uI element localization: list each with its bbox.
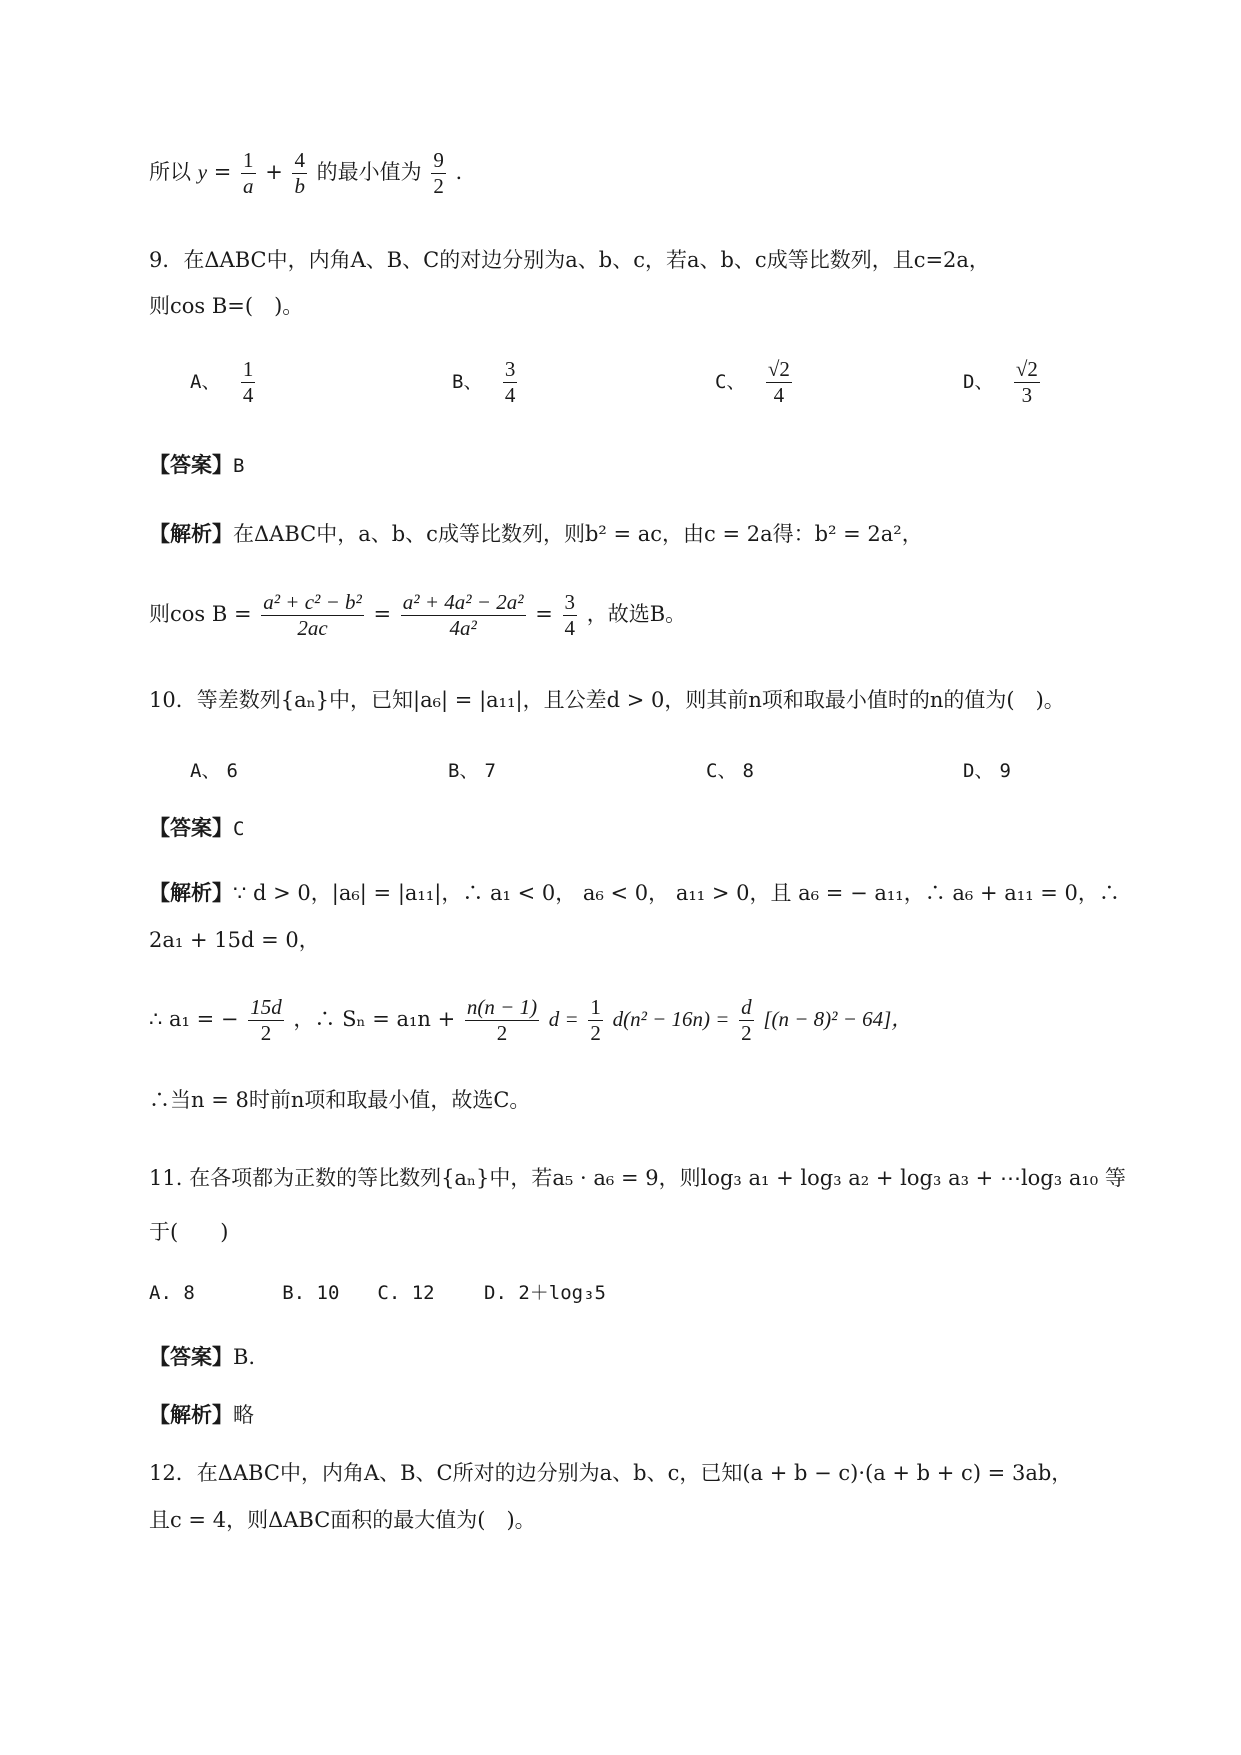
q10-analysis-line1: 【解析】∵ d > 0，|a₆| = |a₁₁|，∴ a₁ < 0， a₆ < 0， a₁₁ > 0，且 a₆ = − a₁₁，∴ a₆ + a₁₁ = 0，∴ xyxy=(149,881,1120,905)
fraction-4-b: $\frac{4}{b}$ xyxy=(294,148,305,199)
q10-analysis-line2: 2a₁ + 15d = 0， xyxy=(149,928,320,952)
q9-answer: 【答案】B xyxy=(149,453,245,477)
min-value-line: 所以 y = $\frac{1}{a}$ + $\frac{4}{b}$ 的最小值为 $\frac{9}{2}$ . xyxy=(149,148,463,199)
q10-answer: 【答案】C xyxy=(149,816,245,840)
fraction-1-a: $\frac{1}{a}$ xyxy=(243,148,254,199)
q10-option-c: C、 8 xyxy=(706,760,754,782)
q11-answer: 【答案】B. xyxy=(149,1345,256,1369)
q10-option-b: B、 7 xyxy=(448,760,496,782)
q9-analysis-line1: 【解析】在ΔABC中，a、b、c成等比数列，则b² = ac，由c = 2a得：b² = 2a²， xyxy=(149,522,923,546)
q11-stem-line2: 于( ) xyxy=(149,1220,229,1244)
q9-analysis-line2: 则cos B = $\frac{\text{a² + c² − b²}}{2ac}$ = $\frac{\text{a² + 4a² − 2a²}}{\text{4a²}}$ = $\frac{3}{4}$ ，故选B。 xyxy=(149,590,687,641)
q10-analysis-line3: ∴ a₁ = − $\frac{15d}{2}$ ，∴ Sₙ = a₁n + $\frac{n(n - 1)}{2}$ d = $\frac{1}{2}$ d(n² − 16n) = $\frac{d}{2}$ [(n − 8)² − 64]， xyxy=(149,995,913,1046)
q9-option-c: C、 $\frac{√2}{4}$ xyxy=(715,357,790,407)
q9-stem-line2: 则cos B=( )。 xyxy=(149,294,304,318)
text: 所以 xyxy=(149,160,191,185)
fraction-9-2: $\frac{9}{2}$ xyxy=(433,148,444,199)
q10-option-d: D、 9 xyxy=(963,760,1011,782)
q11-stem-line1: 11. 在各项都为正数的等比数列{aₙ}中，若a₅ · a₆ = 9，则log₃ a₁ + log₃ a₂ + log₃ a₃ + ⋯log₃ a₁₀ 等 xyxy=(149,1166,1126,1190)
q9-option-b: B、 $\frac{3}{4}$ xyxy=(452,357,516,407)
q9-option-a: A、 $\frac{1}{4}$ xyxy=(190,357,254,407)
q10-analysis-line4: ∴当n = 8时前n项和取最小值，故选C。 xyxy=(149,1088,531,1112)
fraction-cosB-2: $\frac{\text{a² + 4a² − 2a²}}{\text{4a²}}$ xyxy=(402,590,524,641)
q9-stem-line1: 9．在ΔABC中，内角A、B、C的对边分别为a、b、c，若a、b、c成等比数列，且c=2a， xyxy=(149,248,990,272)
q12-stem-line2: 且c = 4，则ΔABC面积的最大值为( )。 xyxy=(149,1508,536,1532)
text-min-value: 的最小值为 xyxy=(316,160,422,185)
q11-options: A. 8 B. 10 C. 12 D. 2＋log₃5 xyxy=(149,1282,606,1304)
var-y: y xyxy=(197,160,208,185)
q9-option-d: D、 $\frac{√2}{3}$ xyxy=(963,357,1038,407)
q11-analysis: 【解析】略 xyxy=(149,1403,254,1427)
q10-stem: 10．等差数列{aₙ}中，已知|a₆| = |a₁₁|，且公差d > 0，则其前n项和取最小值时的n的值为( )。 xyxy=(149,688,1065,712)
fraction-cosB-3: $\frac{3}{4}$ xyxy=(564,590,576,641)
q12-stem-line1: 12．在ΔABC中，内角A、B、C所对的边分别为a、b、c，已知(a + b − c)·(a + b + c) = 3ab， xyxy=(149,1461,1073,1485)
q10-option-a: A、 6 xyxy=(190,760,238,782)
equals-sign: = xyxy=(213,160,232,185)
fraction-cosB-1: $\frac{\text{a² + c² − b²}}{2ac}$ xyxy=(263,590,362,641)
